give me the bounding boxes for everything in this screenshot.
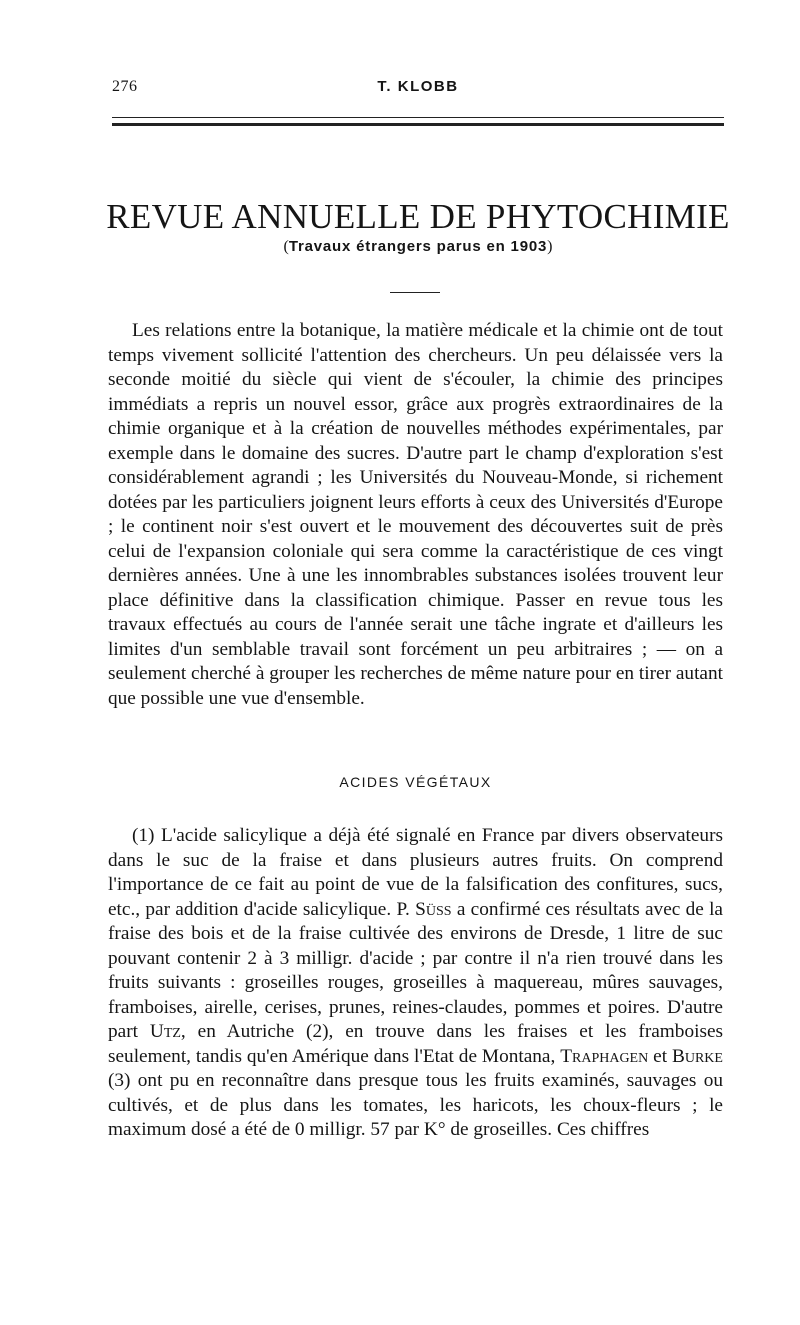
article-title: REVUE ANNUELLE DE PHYTOCHIMIE — [106, 197, 730, 236]
author-name-utz: Utz — [149, 1021, 181, 1042]
paragraph-text-1: (1) L'acide salicylique a déjà été signalé en France par divers observateurs dans le suc de la fraise et dans plusieurs autres fruits. On comprend l'importance de ce fait au point de vue de la falsification des confitures, sucs, etc., par addition d'acide salicylique. P. — [108, 825, 723, 920]
header-rule-thick — [112, 123, 724, 126]
author-name-burke: Burke — [672, 1045, 723, 1067]
paragraph-text-4: et — [648, 1045, 672, 1067]
page-header — [112, 78, 724, 100]
author-name-suss: Süss — [415, 898, 452, 920]
subtitle-close-paren: ) — [547, 238, 553, 255]
paragraph-text-2: a confirmé ces résultats avec de la fraise des bois et de la fraise cultivée des environs de Dresde, 1 litre de suc pouvant contenir 2 à 3 milligr. d'acide ; par contre il n'a rien trouvé dans les fruits suivants : groseilles rouges, groseilles à maquereau, mûres sauvages, framboises, airelle, cerises, prunes, reines-claudes, pommes et poires. D'autre part — [108, 898, 723, 1042]
paragraph-text-3: , en Autriche (2), en trouve dans les fraises et les framboises seulement, tandis qu'en Amérique dans l'Etat de Montana, — [108, 1021, 724, 1067]
running-head: T. KLOBB — [377, 78, 459, 95]
paragraph-text-5: (3) ont pu en reconnaître dans presque tous les fruits examinés, sauvages ou cultivés, et de plus dans les tomates, les haricots, les choux-fleurs ; le maximum dosé a été de 0 milligr. 57 par K° de groseilles. Ces chiffres — [108, 1070, 723, 1140]
subtitle-text: Travaux étrangers parus en 1903 — [288, 238, 548, 255]
author-name-traphagen: Traphagen — [560, 1045, 649, 1067]
header-rule-thin — [112, 117, 724, 118]
title-separator-rule — [390, 292, 440, 293]
subtitle-open-paren: ( — [283, 238, 289, 255]
section-paragraph — [108, 824, 723, 1143]
article-subtitle — [100, 236, 736, 258]
page-number: 276 — [112, 78, 138, 95]
intro-paragraph: Les relations entre la botanique, la matière médicale et la chimie ont de tout temps vivement sollicité l'attention des chercheurs. Un peu délaissée vers la seconde moitié du siècle qui vient de s'écouler, la chimie des principes immédiats a repris un nouvel essor, grâce aux progrès extraordinaires de la chimie organique et à la création de nouvelles méthodes expérimentales, par exemple dans le domaine des sucres. D'autre part le champ d'exploration s'est considérablement agrandi ; les Universités du Nouveau-Monde, si richement dotées par les particuliers joignent leurs efforts à ceux des Universités d'Europe ; le continent noir s'est ouvert et le mouvement des découvertes suit de près celui de l'expansion coloniale qui sera comme la caractéristique de ces vingt dernières années. Une à une les innombrables substances isolées trouvent leur place définitive dans la classification chimique. Passer en revue tous les travaux effectués au cours de l'année serait une tâche ingrate et d'ailleurs les limites d'un semblable travail sont forcément un peu arbitraires ; — on a seulement cherché à grouper les recherches de même nature pour en tirer autant que possible une vue d'ensemble. — [108, 320, 723, 709]
section-heading: ACIDES VÉGÉTAUX — [339, 774, 492, 790]
